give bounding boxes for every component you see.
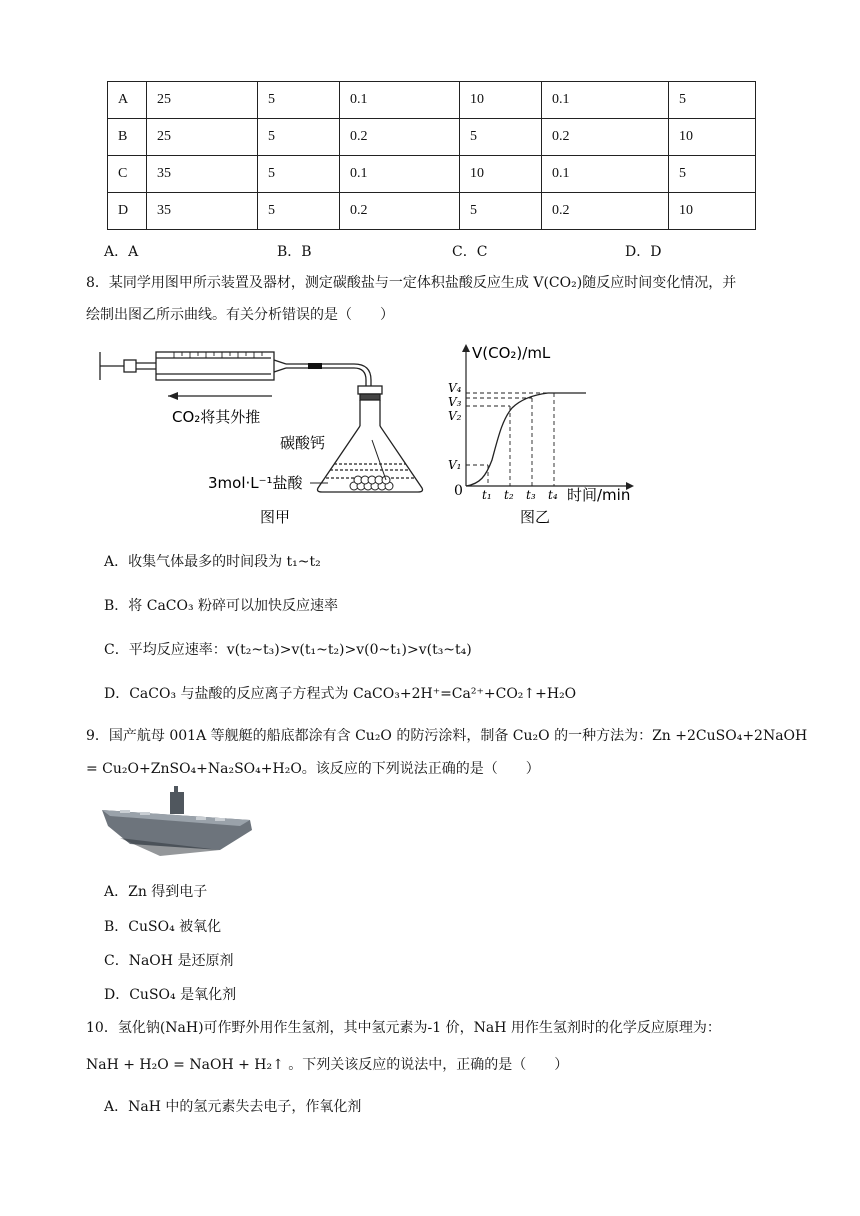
- table-cell: C: [108, 156, 147, 193]
- table-cell: 10: [669, 119, 756, 156]
- table-cell: 5: [258, 119, 340, 156]
- table-cell: 35: [147, 156, 258, 193]
- table-cell: 0.2: [340, 119, 460, 156]
- table-cell: 10: [460, 82, 542, 119]
- table-row: [108, 156, 756, 193]
- volume-curve: [466, 393, 586, 486]
- guide-lines: [466, 393, 554, 486]
- table-cell: B: [108, 119, 147, 156]
- table-cell: 0.2: [542, 119, 669, 156]
- choice-b[interactable]: B．B: [277, 244, 312, 260]
- x-tick-t2: t₂: [504, 488, 514, 502]
- q9-option-b[interactable]: B．CuSO₄ 被氧化: [104, 919, 222, 935]
- x-tick-t3: t₃: [526, 488, 536, 502]
- y-axis-label: V(CO₂)/mL: [472, 344, 551, 362]
- table-cell: 0.2: [340, 193, 460, 230]
- choice-a[interactable]: A．A: [104, 244, 139, 260]
- caption-jia: 图甲: [260, 508, 291, 526]
- label-caco3: 碳酸钙: [280, 434, 326, 452]
- choice-d[interactable]: D．D: [625, 244, 662, 260]
- origin-label: 0: [454, 483, 463, 499]
- table-cell: 10: [669, 193, 756, 230]
- q10-stem-line2: NaH + H₂O = NaOH + H₂↑ 。下列关该反应的说法中，正确的是（ ）: [86, 1057, 569, 1073]
- table-cell: 5: [258, 156, 340, 193]
- q10-stem-line1: 10．氢化钠(NaH)可作野外用作生氢剂，其中氢元素为-1 价，NaH 用作生氢剂时的化学反应原理为：: [86, 1020, 721, 1036]
- table-row: [108, 119, 756, 156]
- choice-c[interactable]: C．C: [452, 244, 488, 260]
- q9-option-a[interactable]: A．Zn 得到电子: [104, 884, 208, 900]
- q8-option-c[interactable]: C．平均反应速率：v(t₂~t₃)>v(t₁~t₂)>v(0~t₁)>v(t₃~t₄): [104, 642, 472, 658]
- q8-stem-line1: 8．某同学用图甲所示装置及器材，测定碳酸盐与一定体积盐酸反应生成 V(CO₂)随反应时间变化情况，并: [86, 275, 737, 291]
- tube-joint: [308, 363, 322, 369]
- x-tick-t1: t₁: [482, 488, 492, 502]
- q9-stem-line2: = Cu₂O+ZnSO₄+Na₂SO₄+H₂O。该反应的下列说法正确的是（ ）: [86, 761, 540, 777]
- q8-stem-line2: 绘制出图乙所示曲线。有关分析错误的是（ ）: [86, 307, 394, 323]
- y-tick-v2: V₂: [448, 409, 462, 423]
- table-cell: 5: [258, 193, 340, 230]
- table-cell: 5: [460, 193, 542, 230]
- y-tick-v3: V₃: [448, 395, 462, 409]
- table-cell: 10: [460, 156, 542, 193]
- q8-option-b[interactable]: B．将 CaCO₃ 粉碎可以加快反应速率: [104, 598, 339, 614]
- table-cell: 5: [669, 156, 756, 193]
- arrow-left-icon: [168, 392, 272, 400]
- q10-option-a[interactable]: A．NaH 中的氢元素失去电子，作氧化剂: [104, 1099, 362, 1115]
- table-cell: 0.2: [542, 193, 669, 230]
- options-table: [107, 81, 756, 230]
- table-cell: 0.1: [542, 82, 669, 119]
- q9-stem-line1: 9．国产航母 001A 等舰艇的船底都涂有含 Cu₂O 的防污涂料，制备 Cu₂O 的一种方法为：Zn +2CuSO₄+2NaOH: [86, 728, 808, 744]
- table-cell: 5: [669, 82, 756, 119]
- q9-option-c[interactable]: C．NaOH 是还原剂: [104, 953, 234, 969]
- table-cell: 0.1: [340, 156, 460, 193]
- calcium-carbonate-particles: [350, 476, 393, 490]
- q8-option-a[interactable]: A．收集气体最多的时间段为 t₁~t₂: [104, 554, 321, 570]
- y-tick-v1: V₁: [448, 458, 462, 472]
- volume-time-graph: [440, 338, 650, 530]
- q8-option-d[interactable]: D．CaCO₃ 与盐酸的反应离子方程式为 CaCO₃+2H⁺=Ca²⁺+CO₂↑+H₂O: [104, 686, 577, 702]
- caption-yi: 图乙: [520, 508, 551, 526]
- label-co2-push: CO₂将其外推: [172, 408, 261, 426]
- aircraft-carrier-image: [100, 786, 260, 866]
- table-cell: 25: [147, 82, 258, 119]
- table-cell: 0.1: [340, 82, 460, 119]
- table-cell: A: [108, 82, 147, 119]
- table-cell: 0.1: [542, 156, 669, 193]
- q9-option-d[interactable]: D．CuSO₄ 是氧化剂: [104, 987, 237, 1003]
- syringe-icon: [100, 352, 371, 390]
- apparatus-figure: [96, 338, 426, 530]
- table-cell: 35: [147, 193, 258, 230]
- table-cell: D: [108, 193, 147, 230]
- table-cell: 5: [258, 82, 340, 119]
- y-tick-v4: V₄: [448, 381, 462, 395]
- table-row: [108, 82, 756, 119]
- label-hcl: 3mol·L⁻¹盐酸: [208, 474, 303, 492]
- table-cell: 25: [147, 119, 258, 156]
- x-tick-t4: t₄: [548, 488, 558, 502]
- table-cell: 5: [460, 119, 542, 156]
- x-axis-label: 时间/min: [567, 486, 631, 504]
- table-row: [108, 193, 756, 230]
- y-axis-arrow-icon: [462, 344, 470, 352]
